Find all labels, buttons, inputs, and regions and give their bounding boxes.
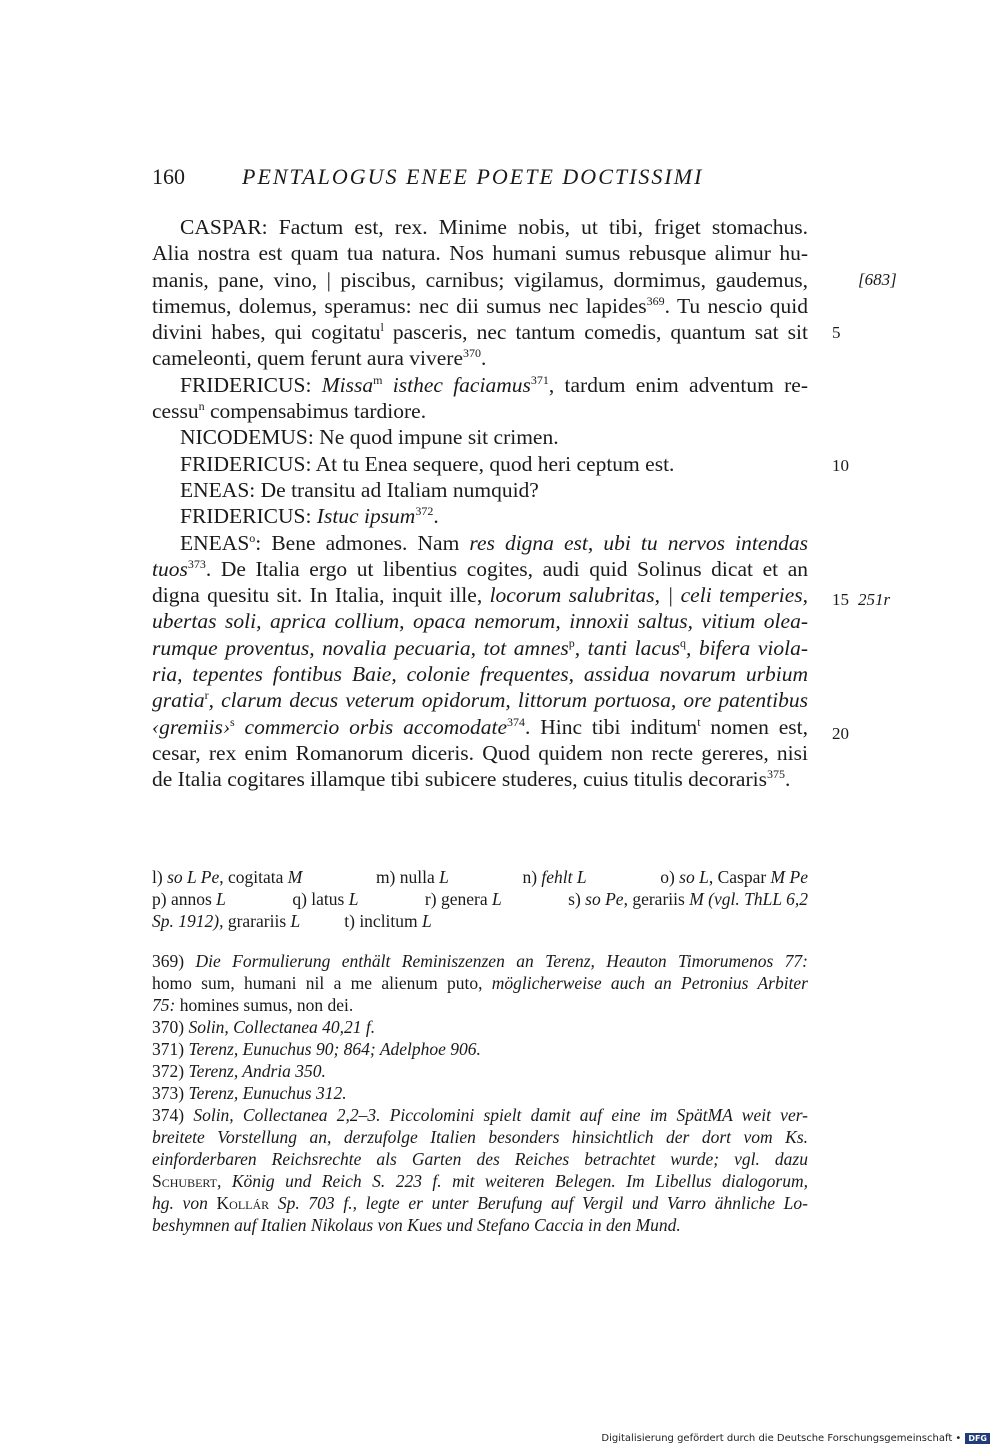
running-head [152,164,812,190]
apparatus-entry: t) inclitum L [344,911,432,931]
apparatus-line [152,910,808,932]
note-line: 374) Solin, Collectanea 2,2–3. Piccolomini spielt damit auf eine im SpätMA weit ver- [152,1105,808,1125]
text-line: FRIDERICUS: Missa$^m$ isthec faciamus$^{371}$, tardum enim adventum re- [180,372,808,397]
commentary-notes [152,950,808,1236]
text-line: ENEAS: De transitu ad Italiam numquid? [180,477,539,502]
text-line: NICODEMUS: Ne quod impune sit crimen. [180,425,559,450]
line-number: 20 [832,724,849,743]
dfg-logo: DFG [965,1433,990,1444]
text-line: FRIDERICUS: Istuc ipsum$^{372}$. [180,504,439,529]
note-line: breitete Vorstellung an, derzufolge Italien besonders hinsichtlich der dort vom Ks. [152,1127,808,1147]
apparatus-line [152,866,808,888]
critical-apparatus [152,866,808,932]
text-line: FRIDERICUS: At tu Enea sequere, quod heri ceptum est. [180,451,675,476]
note-line: 371) Terenz, Eunuchus 90; 864; Adelphoe 906. [152,1039,481,1059]
text-line: ria, tepentes fontibus Baie, colonie frequentes, assidua novarum urbium [152,662,808,687]
note-line: einforderbaren Reichsrechte als Garten des Reiches betrachtet wurde; vgl. dazu [152,1149,808,1169]
apparatus-entry: r) genera L [424,889,502,909]
text-line: tuos$^{373}$. De Italia ergo ut libentius cogites, audi quid Solinus dicat et an [152,556,808,581]
note-line: hg. von Kollár Sp. 703 f., legte er unter Berufung auf Vergil und Varro ähnliche Lo- [152,1193,808,1213]
note-line: 369) Die Formulierung enthält Reminiszenzen an Terenz, Heauton Timorumenos 77: [152,951,808,971]
apparatus-entry: n) fehlt L [522,867,587,887]
text-line: manis, pane, vino, | piscibus, carnibus; vigilamus, dormimus, gaudemus, [152,267,808,292]
text-line: cesar, rex enim Romanorum diceris. Quod quidem non recte gereres, nisi [152,740,808,765]
apparatus-entry: q) latus L [292,889,359,909]
text-line: CASPAR: Factum est, rex. Minime nobis, ut tibi, friget stomachus. [180,215,808,239]
note-line: 370) Solin, Collectanea 40,21 f. [152,1017,376,1037]
text-line: cameleonti, quem ferunt aura vivere$^{370}$. [152,346,487,371]
text-line: digna quesitu sit. In Italia, inquit ille, locorum salubritas, | celi temperies, [152,583,808,608]
text-line: ‹gremiis›$^s$ commercio orbis accomodate$^{374}$. Hinc tibi inditum$^t$ nomen est, [152,714,808,739]
note-line: 373) Terenz, Eunuchus 312. [152,1083,347,1103]
note-line: beshymnen auf Italien Nikolaus von Kues und Stefano Caccia in den Mund. [152,1215,681,1235]
text-line: ubertas soli, aprica collium, opaca nemorum, innoxii saltus, vitium olea- [152,609,808,634]
note-line: Schubert, König und Reich S. 223 f. mit weiteren Belegen. Im Libellus dialogorum, [152,1171,808,1191]
note-line: 75: homines sumus, non dei. [152,995,354,1015]
folio-reference: 251r [858,590,891,609]
text-line: ENEAS$^o$: Bene admones. Nam res digna est, ubi tu nervos intendas [180,530,808,555]
apparatus-entry: p) annos L [152,889,226,909]
text-line: gratia$^r$, clarum decus veterum opidorum, littorum portuosa, ore patentibus [152,688,808,713]
apparatus-line [152,888,808,910]
text-line: timemus, dolemus, speramus: nec dii sumus nec lapides$^{369}$. Tu nescio quid [152,293,808,318]
apparatus-entry: m) nulla L [375,867,449,887]
apparatus-entry: s) so Pe, gerariis M (vgl. ThLL 6,2 [568,889,808,909]
text-line: rumque proventus, novalia pecuaria, tot amnes$^p$, tanti lacus$^q$, bifera viola- [152,635,808,660]
line-number: 5 [832,323,841,342]
page-number: 160 [152,164,185,189]
line-number: 15 [832,590,849,609]
main-text [152,214,808,793]
apparatus-entry: l) so L Pe, cogitata M [152,867,303,887]
apparatus-entry: o) so L, Caspar M Pe [660,867,808,887]
digitization-footer [601,1433,990,1444]
text-line: Alia nostra est quam tua natura. Nos humani sumus rebusque alimur hu- [152,241,808,266]
folio-reference: [683] [858,270,897,289]
text-line: divini habes, qui cogitatu$^l$ pasceris, nec tantum comedis, quantum sat sit [152,320,808,345]
apparatus-entry: Sp. 1912), grarariis L [152,911,301,931]
text-line: cessu$^n$ compensabimus tardiore. [152,398,427,424]
text-line: de Italia cogitares illamque tibi subicere studeres, cuius titulis decoraris$^{375}$. [152,767,791,792]
note-line: 372) Terenz, Andria 350. [152,1061,326,1081]
line-number: 10 [832,456,849,475]
footer-text: Digitalisierung gefördert durch die Deutsche Forschungsgemeinschaft • [601,1433,962,1444]
running-title: PENTALOGUS ENEE POETE DOCTISSIMI [242,164,704,189]
note-line: homo sum, humani nil a me alienum puto, möglicherweise auch an Petronius Arbiter [152,973,808,993]
